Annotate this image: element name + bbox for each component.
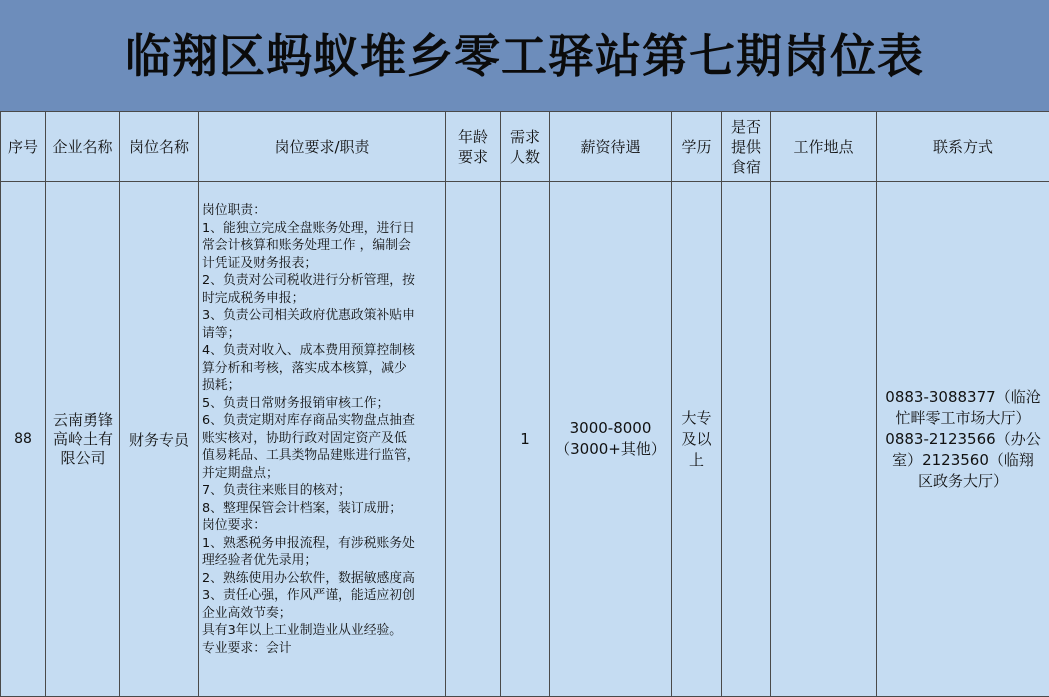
duty-line: 常会计核算和账务处理工作 ，编制会 (202, 237, 442, 255)
contact-line: 区政务大厅） (881, 471, 1045, 492)
education-value: 大专及以上 (677, 408, 717, 471)
header-meals (722, 112, 771, 182)
duty-line: 7、负责往来账目的核对； (202, 482, 442, 500)
cell-location (771, 182, 877, 697)
duty-line: 5、负责日常财务报销审核工作； (202, 395, 442, 413)
duty-line: 具有3年以上工业制造业从业经验。 (202, 622, 442, 640)
company-name: 云南勇锋高岭土有限公司 (46, 411, 120, 468)
duty-line: 专业要求：会计 (202, 640, 442, 658)
cell-salary (550, 182, 672, 697)
header-salary: 薪资待遇 (550, 112, 672, 182)
header-age-label: 年龄要求 (456, 127, 490, 167)
duty-line: 2、熟练使用办公软件，数据敏感度高 (202, 570, 442, 588)
duty-line: 请等； (202, 325, 442, 343)
title-banner (0, 0, 1049, 112)
header-count-label: 需求人数 (508, 127, 542, 167)
duty-line: 4、负责对收入、成本费用预算控制核 (202, 342, 442, 360)
contact-line: 0883-3088377（临沧 (881, 387, 1045, 408)
duty-line: 岗位要求： (202, 517, 442, 535)
duty-line: 3、责任心强，作风严谨，能适应初创 (202, 587, 442, 605)
duty-line: 理经验者优先录用； (202, 552, 442, 570)
header-position: 岗位名称 (120, 112, 199, 182)
salary-range: 3000-8000 (550, 418, 671, 439)
cell-age (446, 182, 501, 697)
cell-contact (877, 182, 1049, 697)
duty-line: 并定期盘点； (202, 465, 442, 483)
header-requirements: 岗位要求/职责 (199, 112, 446, 182)
header-row (1, 112, 1049, 182)
duty-line: 6、负责定期对库存商品实物盘点抽查 (202, 412, 442, 430)
duty-line: 岗位职责： (202, 202, 442, 220)
duty-line: 3、负责公司相关政府优惠政策补贴申 (202, 307, 442, 325)
duty-line: 值易耗品、工具类物品建账进行监管， (202, 447, 442, 465)
duty-line: 1、能独立完成全盘账务处理，进行日 (202, 220, 442, 238)
duty-line: 计凭证及财务报表； (202, 255, 442, 273)
duty-line: 时完成税务申报； (202, 290, 442, 308)
duty-line: 算分析和考核，落实成本核算，减少 (202, 360, 442, 378)
job-table (0, 111, 1049, 697)
contact-line: 忙畔零工市场大厅） (881, 408, 1045, 429)
duty-line: 8、整理保管会计档案，装订成册； (202, 500, 442, 518)
duty-line: 账实核对，协助行政对固定资产及低 (202, 430, 442, 448)
duty-line: 1、熟悉税务申报流程，有涉税账务处 (202, 535, 442, 553)
header-meals-label: 是否提供食宿 (729, 117, 763, 177)
cell-duties (199, 182, 446, 697)
contact-line: 0883-2123566（办公 (881, 429, 1045, 450)
header-seq: 序号 (1, 112, 46, 182)
cell-position: 财务专员 (120, 182, 199, 697)
cell-meals (722, 182, 771, 697)
duty-line: 2、负责对公司税收进行分析管理，按 (202, 272, 442, 290)
cell-seq: 88 (1, 182, 46, 697)
table-row (1, 182, 1049, 697)
header-count (501, 112, 550, 182)
header-contact: 联系方式 (877, 112, 1049, 182)
duty-line: 企业高效节奏； (202, 605, 442, 623)
header-location: 工作地点 (771, 112, 877, 182)
duty-line: 损耗； (202, 377, 442, 395)
page-title: 临翔区蚂蚁堆乡零工驿站第七期岗位表 (0, 20, 1049, 86)
header-age (446, 112, 501, 182)
cell-count: 1 (501, 182, 550, 697)
contact-line: 室）2123560（临翔 (881, 450, 1045, 471)
header-company: 企业名称 (46, 112, 120, 182)
cell-company (46, 182, 120, 697)
header-education: 学历 (672, 112, 722, 182)
salary-note: （3000+其他） (550, 439, 671, 460)
cell-education (672, 182, 722, 697)
